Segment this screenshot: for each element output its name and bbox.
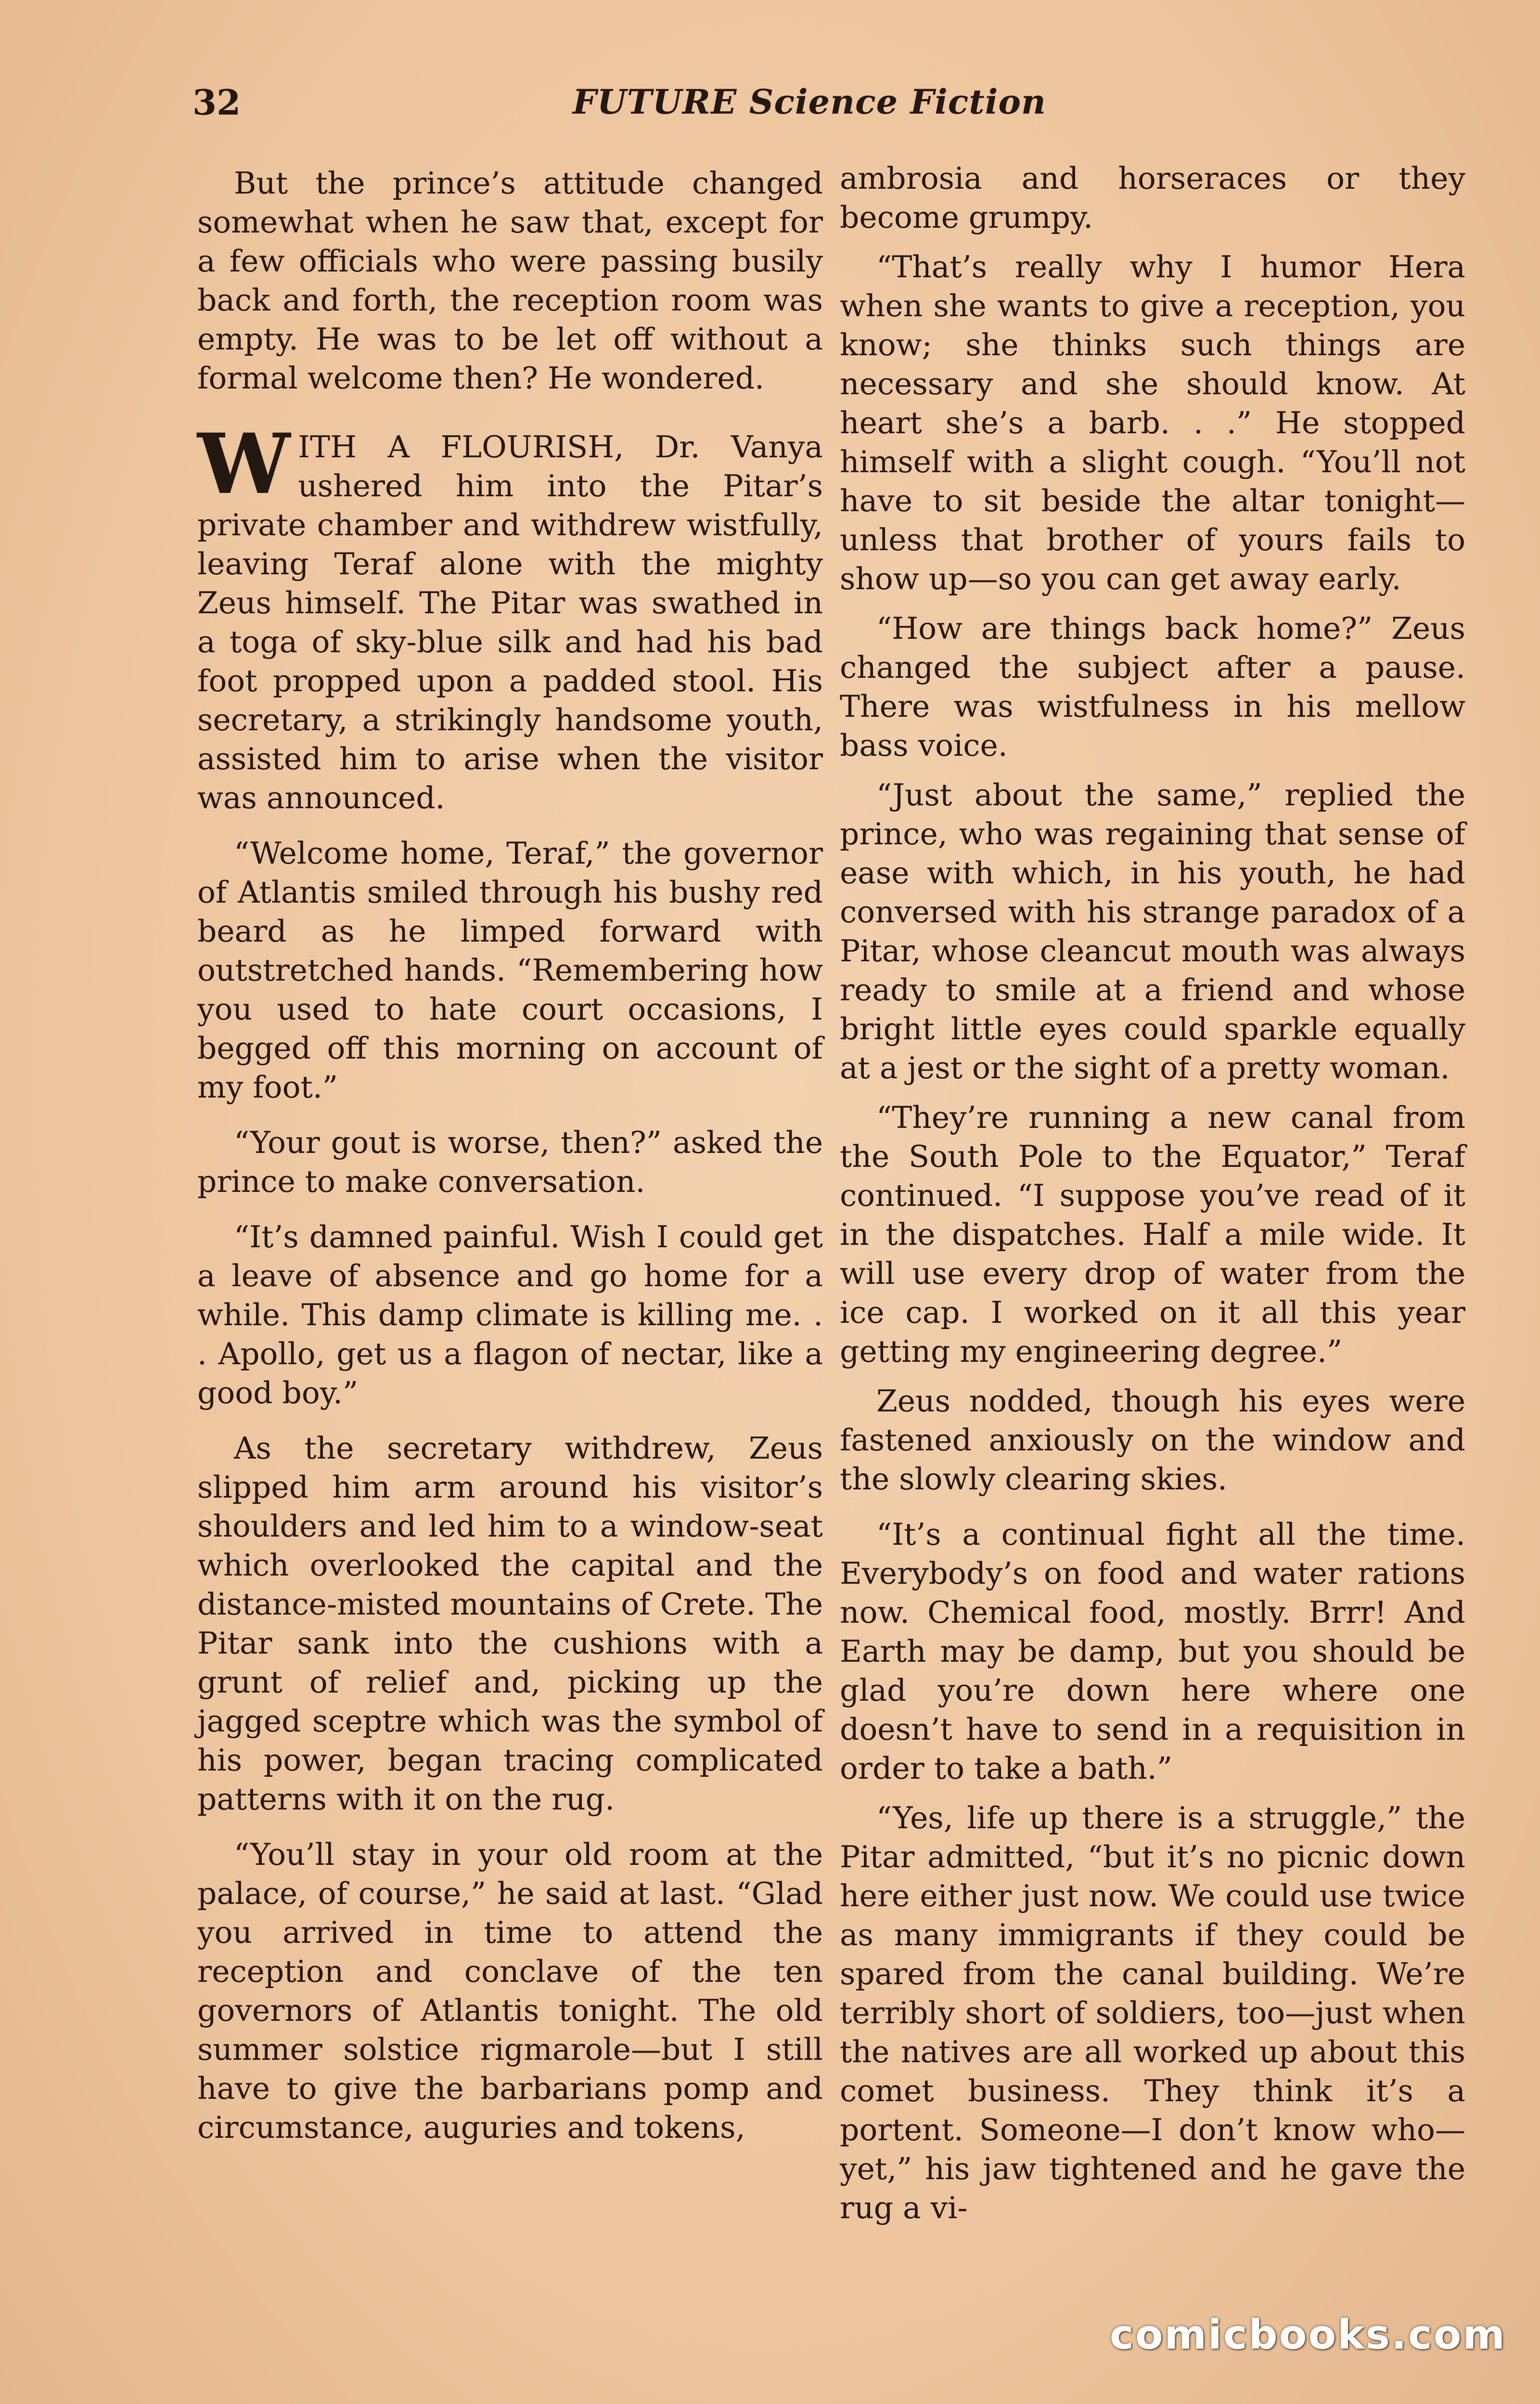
left-column (197, 164, 823, 2158)
section-start-paragraph (197, 415, 823, 817)
magazine-title: FUTURE Science Fiction (573, 82, 1046, 122)
paragraph: As the secretary withdrew, Zeus slipped him arm around his visitor’s shoulders and led him to a window-seat which overlooked the capital and the distance-misted mountains of Crete. The Pitar sank into the cushions with a grunt of relief and, picking up the jagged sceptre which was the symbol of his power, began tracing complicated patterns with it on the rug. (197, 1431, 823, 1817)
paragraph-text: ITH A FLOURISH, Dr. Vanya ushered him into the Pitar’s private chamber and withdrew wistfully, leaving Teraf alone with the mighty Zeus himself. The Pitar was swathed in a toga of sky-blue silk and had his bad foot propped upon a padded stool. His secretary, a strikingly handsome youth, assisted him to arise when the visitor was announced. (197, 429, 823, 815)
paragraph: “Welcome home, Teraf,” the governor of Atlantis smiled through his bushy red beard as he limped forward with outstretched hands. “Remembering how you used to hate court occasions, I begged off this morning on account of my foot.” (197, 836, 823, 1105)
page-header (0, 82, 1540, 135)
paragraph: ambrosia and horseraces or they become grumpy. (840, 161, 1465, 235)
right-column (840, 159, 1465, 2238)
page-number: 32 (192, 82, 241, 123)
paragraph: “Yes, life up there is a struggle,” the Pitar admitted, “but it’s no picnic down here either just now. We could use twice as many immigrants if they could be spared from the canal building. We’re terribly short of soldiers, too—just when the natives are all worked up about this comet business. They think it’s a portent. Someone—I don’t know who—yet,” his jaw tightened and he gave the rug a vi- (840, 1800, 1465, 2225)
paragraph: “They’re running a new canal from the South Pole to the Equator,” Teraf continued. “I suppose you’ve read of it in the dispatches. Half a mile wide. It will use every drop of water from the ice cap. I worked on it all this year getting my engineering degree.” (840, 1100, 1465, 1369)
paragraph: “Just about the same,” replied the prince, who was regaining that sense of ease with which, in his youth, he had conversed with his strange paradox of a Pitar, whose cleancut mouth was always ready to smile at a friend and whose bright little eyes could sparkle equally at a jest or the sight of a pretty woman. (840, 777, 1465, 1086)
paragraph: “You’ll stay in your old room at the palace, of course,” he said at last. “Glad you arrived in time to attend the reception and conclave of the ten governors of Atlantis tonight. The old summer solstice rigmarole—but I still have to give the barbarians pomp and circumstance, auguries and tokens, (197, 1837, 823, 2145)
paragraph: “It’s damned painful. Wish I could get a leave of absence and go home for a while. This damp climate is killing me. . . Apollo, get us a flagon of nectar, like a good boy.” (197, 1219, 823, 1410)
drop-cap: W (197, 415, 291, 513)
paragraph: “That’s really why I humor Hera when she wants to give a reception, you know; she thinks such things are necessary and she should know. At heart she’s a barb. . .” He stopped himself with a slight cough. “You’ll not have to sit beside the altar tonight—unless that brother of yours fails to show up—so you can get away early. (840, 249, 1465, 596)
paragraph: Zeus nodded, though his eyes were fastened anxiously on the window and the slowly clearing skies. (840, 1383, 1465, 1497)
paragraph: “How are things back home?” Zeus changed the subject after a pause. There was wistfulness in his mellow bass voice. (840, 611, 1465, 763)
paragraph: “Your gout is worse, then?” asked the prince to make conversation. (197, 1125, 823, 1199)
watermark-logo: comicbooks.com (1110, 2311, 1506, 2358)
paragraph: “It’s a continual fight all the time. Everybody’s on food and water rations now. Chemical food, mostly. Brrr! And Earth may be damp, but you should be glad you’re down here where one doesn’t have to send in a requisition in order to take a bath.” (840, 1517, 1465, 1786)
paragraph: But the prince’s attitude changed somewhat when he saw that, except for a few officials who were passing busily back and forth, the reception room was empty. He was to be let off without a formal welcome then? He wondered. (197, 166, 823, 396)
